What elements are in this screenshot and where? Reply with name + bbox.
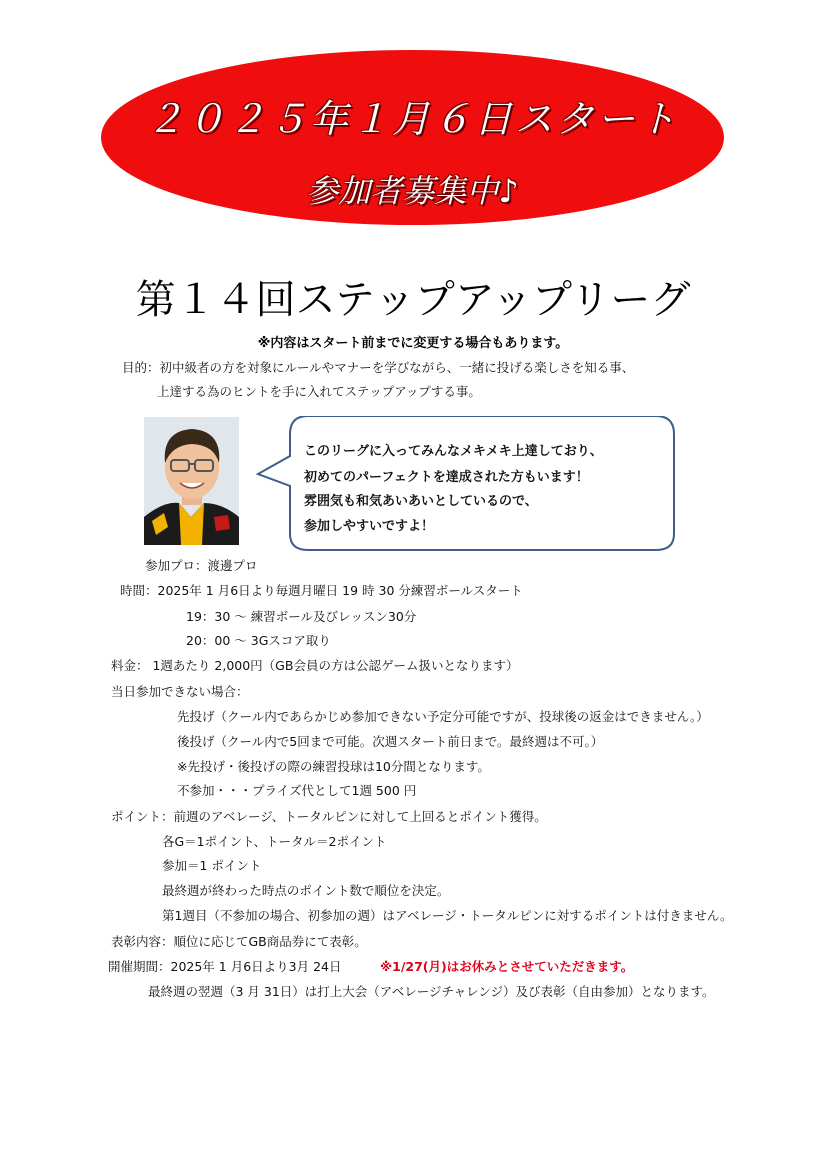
- period-line: 開催期間：2025年 1 月6日より3月 24日: [108, 959, 342, 974]
- purpose-line-1: 目的：初中級者の方を対象にルールやマナーを学びながら、一緒に投げる楽しさを知る事、: [122, 360, 635, 375]
- award-line: 表彰内容：順位に応じてGB商品券にて表彰。: [111, 934, 367, 949]
- absent-item-3: ※先投げ・後投げの際の練習投球は10分間となります。: [177, 759, 490, 774]
- fee-line: 料金： 1週あたり 2,000円（GB会員の方は公認ゲーム扱いとなります）: [111, 658, 519, 673]
- purpose-line-2: 上達する為のヒントを手に入れてステップアップする事。: [157, 384, 481, 399]
- pro-name: 参加プロ：渡邊プロ: [145, 558, 258, 573]
- time-line: 時間：2025年 1 月6日より毎週月曜日 19 時 30 分練習ボールスタート: [120, 583, 523, 598]
- page-title: 第１４回ステップアップリーグ: [135, 277, 691, 323]
- absent-item-4: 不参加・・・プライズ代として1週 500 円: [177, 783, 417, 798]
- absent-heading: 当日参加できない場合：: [111, 684, 249, 699]
- period-note: ※1/27(月)はお休みとさせていただきます。: [380, 959, 634, 974]
- points-item-2: 参加＝1 ポイント: [162, 858, 262, 873]
- time-sub-2: 20：00 ～ 3Gスコア取り: [186, 633, 331, 648]
- bubble-line-1: このリーグに入ってみんなメキメキ上達しており、: [304, 444, 603, 459]
- final-line: 最終週の翌週（3 月 31日）は打上大会（アベレージチャレンジ）及び表彰（自由参加）となります。: [148, 984, 715, 999]
- banner-subtitle: 参加者募集中♪: [306, 172, 519, 210]
- points-item-4: 第1週目（不参加の場合、初参加の週）はアベレージ・トータルピンに対するポイントは付きません。: [162, 908, 733, 923]
- pro-photo: [144, 417, 239, 545]
- points-heading: ポイント：前週のアベレージ、トータルピンに対して上回るとポイント獲得。: [111, 809, 547, 824]
- bubble-line-2: 初めてのパーフェクトを達成された方もいます！: [304, 470, 589, 485]
- bubble-line-4: 参加しやすいですよ！: [304, 519, 435, 534]
- time-sub-1: 19：30 ～ 練習ボール及びレッスン30分: [186, 609, 417, 624]
- points-item-1: 各G＝1ポイント、トータル＝2ポイント: [162, 834, 387, 849]
- points-item-3: 最終週が終わった時点のポイント数で順位を決定。: [162, 883, 450, 898]
- bubble-line-3: 雰囲気も和気あいあいとしているので、: [304, 494, 538, 509]
- notice-text: ※内容はスタート前までに変更する場合もあります。: [257, 336, 569, 351]
- absent-item-2: 後投げ（クール内で5回まで可能。次週スタート前日まで。最終週は不可。）: [177, 734, 604, 749]
- banner-date: ２０２５年１月６日スタート: [145, 97, 679, 141]
- absent-item-1: 先投げ（クール内であらかじめ参加できない予定分可能ですが、投球後の返金はできません。）: [177, 709, 709, 724]
